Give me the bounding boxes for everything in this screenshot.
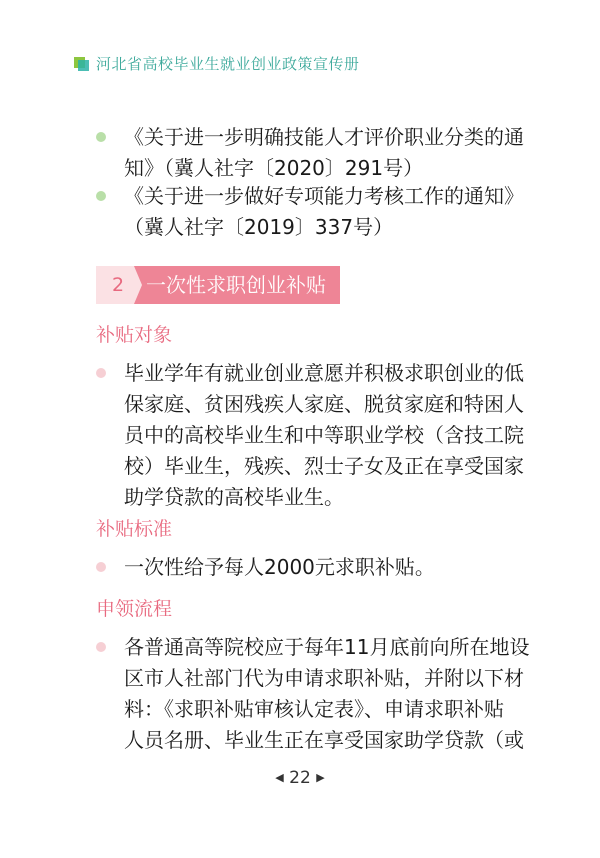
paragraph-line: 毕业学年有就业创业意愿并积极求职创业的低 (124, 361, 524, 385)
paragraph-line: 料：《求职补贴审核认定表》、申请求职补贴 (124, 697, 504, 721)
bullet-dot-icon (96, 562, 106, 572)
list-item-line: （冀人社字〔2019〕337号） (124, 215, 394, 239)
list-item (96, 181, 536, 243)
bullet-dot-icon (96, 642, 106, 652)
triangle-left-icon: ◀ (275, 771, 284, 784)
page-number (0, 768, 600, 788)
triangle-right-icon: ▶ (316, 771, 325, 784)
list-item (96, 358, 536, 518)
page-number-value: 22 (289, 768, 311, 788)
list-item-line: 《关于进一步做好专项能力考核工作的通知》 (124, 184, 524, 208)
paragraph-line: 员中的高校毕业生和中等职业学校（含技工院 (124, 423, 524, 447)
bullet-dot-icon (96, 368, 106, 378)
paragraph-line: 校）毕业生，残疾、烈士子女及正在享受国家 (124, 454, 524, 478)
paragraph-line: 一次性给予每人2000元求职补贴。 (124, 555, 435, 579)
list-item-line: 知》（冀人社字〔2020〕291号） (124, 156, 424, 180)
bullet-dot-icon (96, 132, 106, 142)
paragraph-line: 助学贷款的高校毕业生。 (124, 485, 344, 509)
section-title: 一次性求职创业补贴 (146, 273, 326, 297)
list-item (96, 122, 536, 184)
subsection-heading: 补贴标准 (96, 518, 173, 540)
section-heading-bar (96, 266, 340, 304)
paragraph-line: 人员名册、毕业生正在享受国家助学贷款（或 (124, 728, 524, 752)
subsection-heading: 补贴对象 (96, 324, 173, 346)
running-header (74, 52, 360, 74)
list-item (96, 552, 536, 584)
section-number: 2 (111, 274, 125, 296)
list-item (96, 632, 536, 760)
subsection-heading: 申领流程 (96, 598, 173, 620)
brochure-logo-icon (74, 55, 90, 71)
header-title: 河北省高校毕业生就业创业政策宣传册 (96, 54, 360, 73)
paragraph-line: 各普通高等院校应于每年11月底前向所在地设 (124, 635, 530, 659)
bullet-dot-icon (96, 191, 106, 201)
paragraph-line: 保家庭、贫困残疾人家庭、脱贫家庭和特困人 (124, 392, 524, 416)
paragraph-line: 区市人社部门代为申请求职补贴，并附以下材 (124, 666, 524, 690)
list-item-line: 《关于进一步明确技能人才评价职业分类的通 (124, 125, 524, 149)
